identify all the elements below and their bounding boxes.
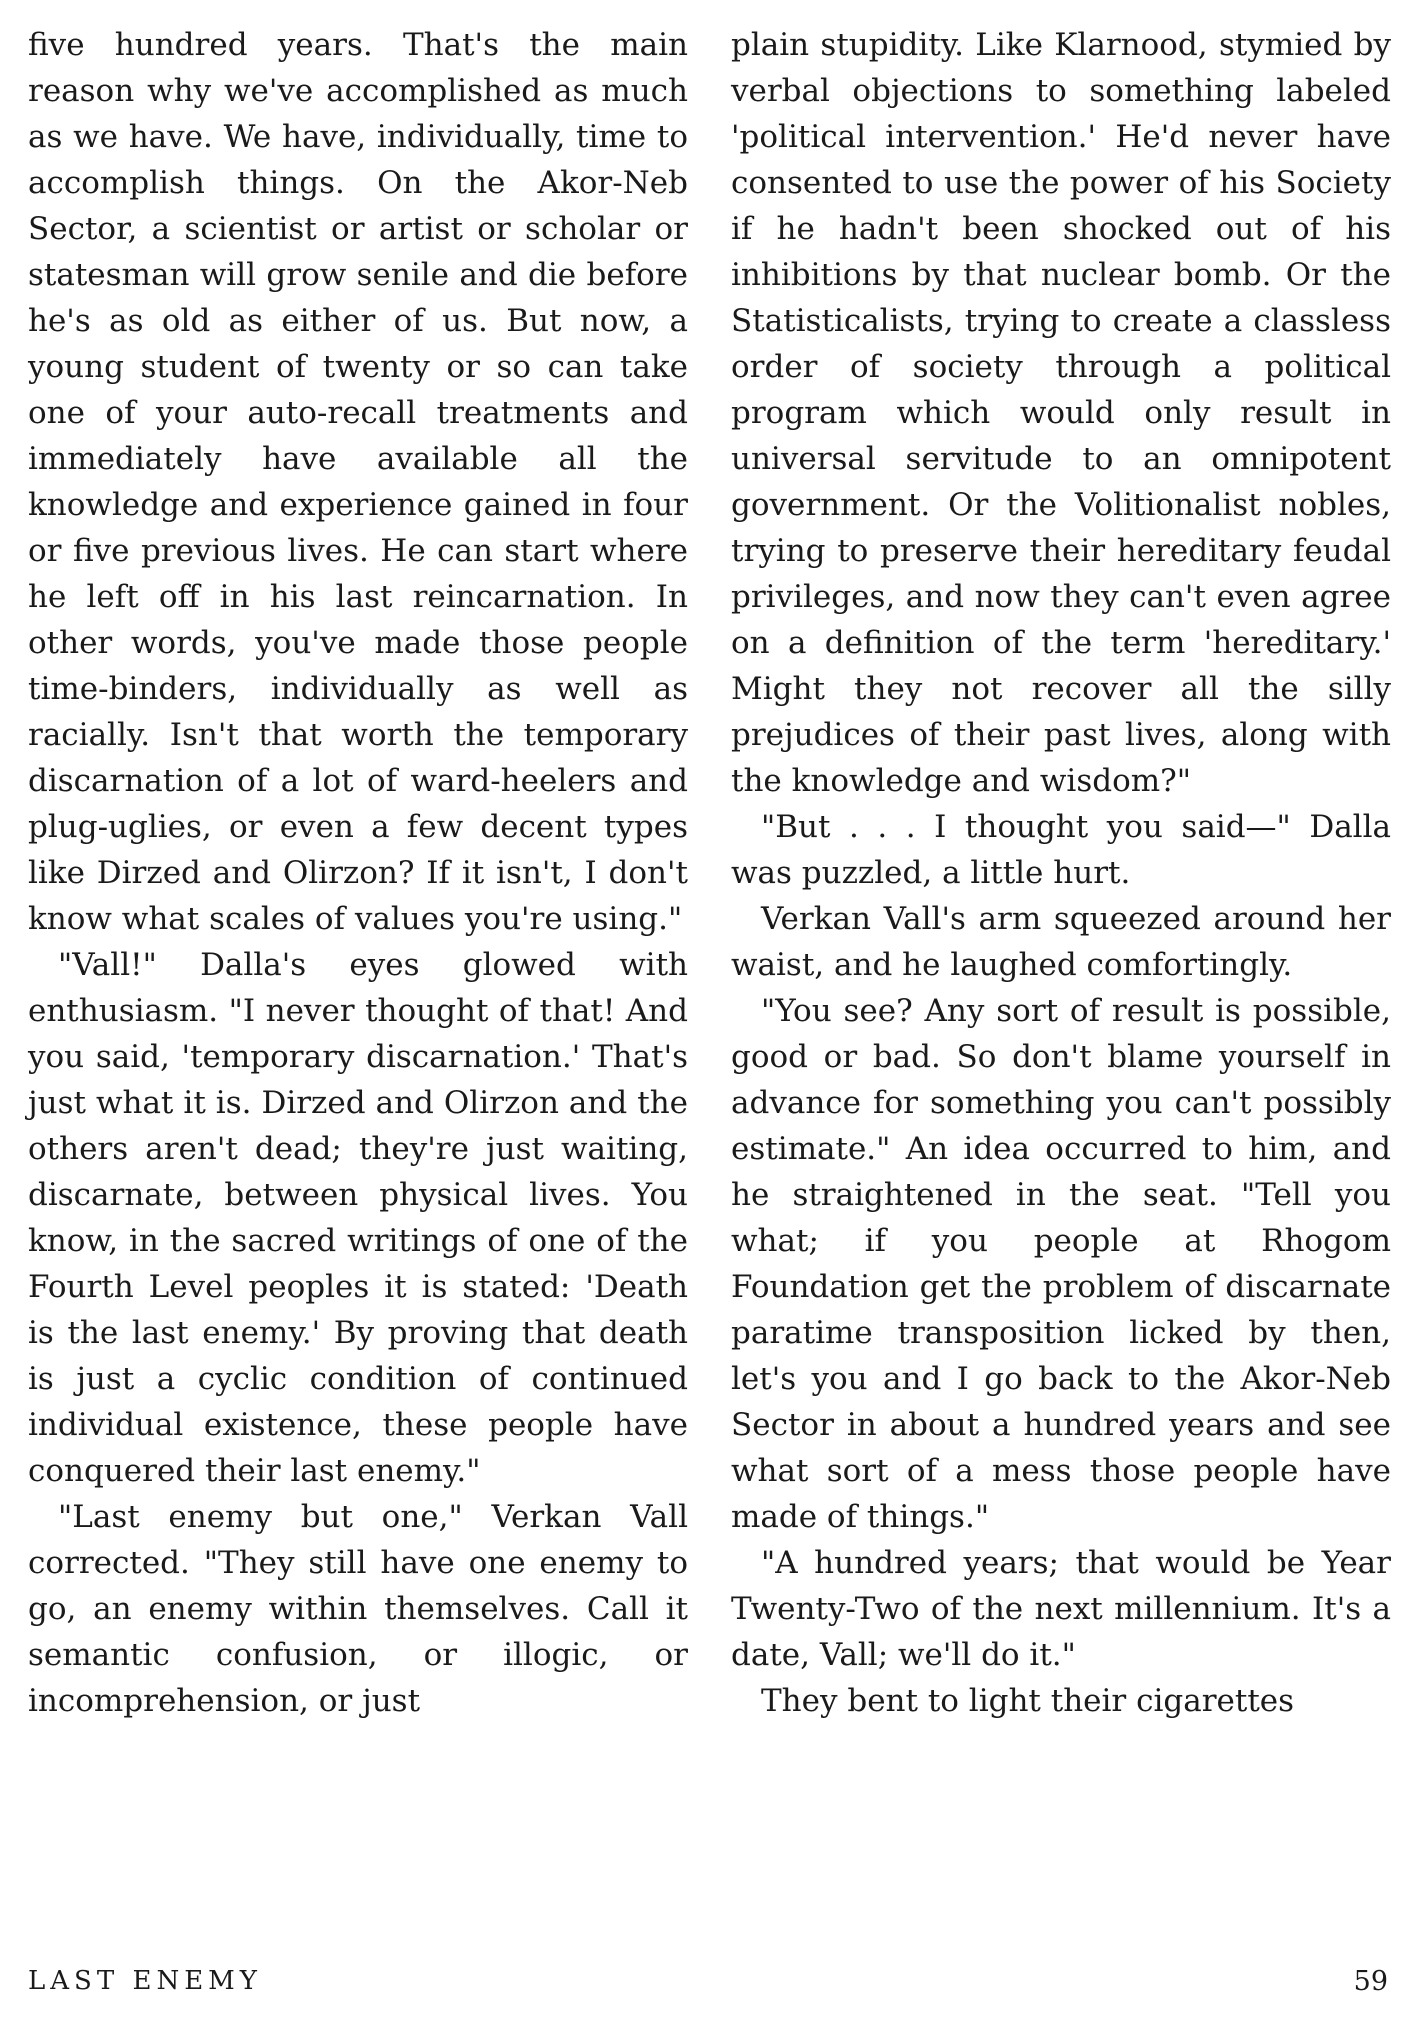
page-footer <box>28 1966 1388 2006</box>
running-title: LAST ENEMY <box>28 1966 262 1996</box>
paragraph: five hundred years. That's the main reason why we've accomplished as much as we have. We have, individually, time to accomplish things. On the Akor-Neb Sector, a scientist or artist or scholar or statesman will grow senile and die before he's as old as either of us. But now, a young student of twenty or so can take one of your auto-recall treatments and immediately have available all the knowledge and experience gained in four or five previous lives. He can start where he left off in his last reincarnation. In other words, you've made those people time-binders, individually as well as racially. Isn't that worth the temporary discarnation of a lot of ward-heelers and plug-uglies, or even a few decent types like Dirzed and Olirzon? If it isn't, I don't know what scales of values you're using." <box>28 27 688 937</box>
paragraph: Verkan Vall's arm squeezed around her waist, and he laughed comfortingly. <box>731 901 1391 983</box>
magazine-page <box>28 22 1391 2022</box>
paragraph: "You see? Any sort of result is possible, good or bad. So don't blame yourself in advance for something you can't possibly estimate." An idea occurred to him, and he straightened in the seat. "Tell you what; if you people at Rhogom Foundation get the problem of discarnate paratime transposition licked by then, let's you and I go back to the Akor-Neb Sector in about a hundred years and see what sort of a mess those people have made of things." <box>731 993 1391 1535</box>
page-number: 59 <box>1353 1966 1388 1997</box>
paragraph: "But . . . I thought you said—" Dalla was puzzled, a little hurt. <box>731 809 1391 891</box>
text-columns <box>28 22 1391 1940</box>
left-column <box>28 22 688 1724</box>
paragraph: They bent to light their cigarettes <box>761 1683 1295 1719</box>
paragraph: "Vall!" Dalla's eyes glowed with enthusiasm. "I never thought of that! And you said, 'temporary discarnation.' That's just what it is. Dirzed and Olirzon and the others aren't dead; they're just waiting, discarnate, between physical lives. You know, in the sacred writings of one of the Fourth Level peoples it is stated: 'Death is the last enemy.' By proving that death is just a cyclic condition of continued individual existence, these people have conquered their last enemy." <box>28 947 688 1489</box>
right-column <box>731 22 1391 1724</box>
paragraph: plain stupidity. Like Klarnood, stymied by verbal objections to something labeled 'political intervention.' He'd never have consented to use the power of his Society if he hadn't been shocked out of his inhibitions by that nuclear bomb. Or the Statisticalists, trying to create a classless order of society through a political program which would only result in universal servitude to an omnipotent government. Or the Volitionalist nobles, trying to preserve their hereditary feudal privileges, and now they can't even agree on a definition of the term 'hereditary.' Might they not recover all the silly prejudices of their past lives, along with the knowledge and wisdom?" <box>731 27 1391 799</box>
paragraph: "A hundred years; that would be Year Twenty-Two of the next millennium. It's a date, Vall; we'll do it." <box>731 1545 1391 1673</box>
paragraph: "Last enemy but one," Verkan Vall corrected. "They still have one enemy to go, an enemy within themselves. Call it semantic confusion, or illogic, or incomprehension, or just <box>28 1499 688 1719</box>
